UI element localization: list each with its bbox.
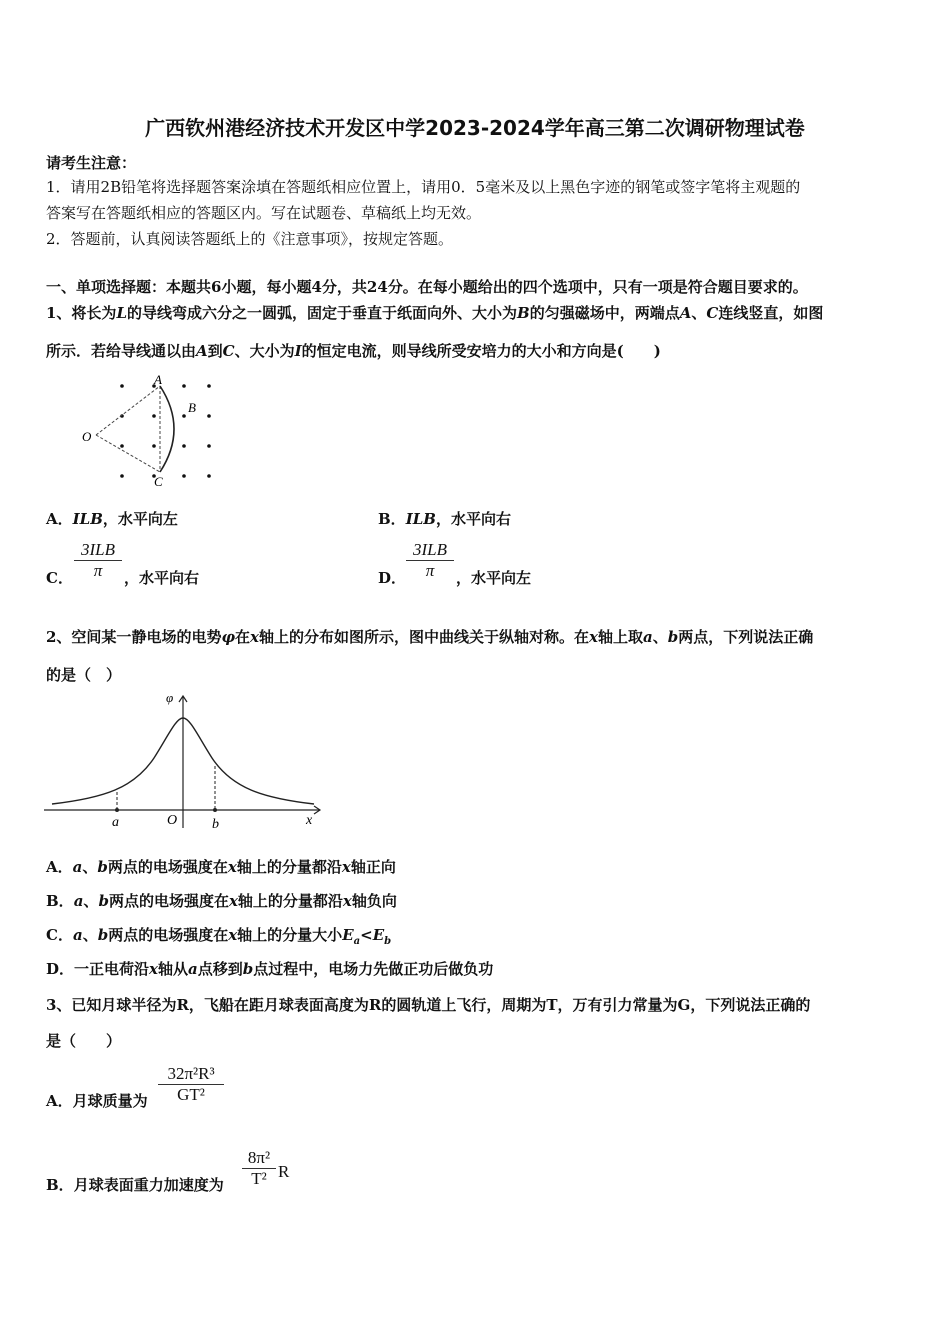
wire-arc xyxy=(160,386,174,472)
notice-line-2: 2．答题前，认真阅读答题纸上的《注意事项》，按规定答题。 xyxy=(46,230,454,248)
q3-option-a: A．月球质量为 xyxy=(46,1092,148,1110)
point-a xyxy=(115,808,119,812)
q2-option-b: B．a、b两点的电场强度在x轴上的分量都沿x轴负向 xyxy=(46,892,397,910)
notice-line-1b: 答案写在答题纸相应的答题区内。写在试题卷、草稿纸上均无效。 xyxy=(46,204,482,222)
question-3-line-2: 是（ ） xyxy=(46,1032,122,1050)
field-dot xyxy=(182,444,186,448)
field-dot xyxy=(120,384,124,388)
field-dot xyxy=(182,474,186,478)
radius-OC xyxy=(96,435,160,472)
q3-option-a-fraction: $\frac{\text{32π²R³}}{\text{GT²}}$ xyxy=(158,1064,224,1105)
label-x: x xyxy=(306,813,313,828)
point-b xyxy=(213,808,217,812)
q1-option-c-text: ，水平向右 xyxy=(124,569,200,587)
q1-option-a: A．ILB，水平向左 xyxy=(46,510,178,528)
notice-heading: 请考生注意： xyxy=(46,154,137,172)
radius-OA xyxy=(96,386,160,435)
label-C: C xyxy=(154,474,163,489)
label-O: O xyxy=(82,429,92,444)
label-O: O xyxy=(167,813,178,828)
question-1-figure xyxy=(76,372,226,492)
question-3-line-1: 3、已知月球半径为R，飞船在距月球表面高度为R的圆轨道上飞行，周期为T，万有引力常量为G，下列说法正确的 xyxy=(46,996,811,1014)
field-dot xyxy=(120,474,124,478)
field-dot xyxy=(207,474,211,478)
question-1-line-1: 1、将长为L的导线弯成六分之一圆弧，固定于垂直于纸面向外、大小为B的匀强磁场中，两端点A、C连线竖直，如图 xyxy=(46,304,824,322)
q3-option-b-fraction: $\frac{\text{8π²}}{\text{T²}}$ xyxy=(242,1148,276,1189)
q1-option-b: B．ILB，水平向右 xyxy=(378,510,511,528)
section-1-heading: 一、单项选择题：本题共6小题，每小题4分，共24分。在每小题给出的四个选项中，只有一项是符合题目要求的。 xyxy=(46,278,808,296)
q3-option-b-tail: R xyxy=(278,1162,290,1181)
q2-option-c: C．a、b两点的电场强度在x轴上的分量大小$E_a<E_b$ xyxy=(46,926,392,947)
q3-option-b: B．月球表面重力加速度为 xyxy=(46,1176,224,1194)
q1-option-c-label: C． xyxy=(46,569,73,587)
question-1-line-2: 所示．若给导线通以由A到C、大小为I的恒定电流，则导线所受安培力的大小和方向是( ) xyxy=(46,342,661,360)
label-A: A xyxy=(154,372,162,387)
question-2-line-1: 2、空间某一静电场的电势φ在x轴上的分布如图所示，图中曲线关于纵轴对称。在x轴上取a、b两点，下列说法正确 xyxy=(46,628,814,646)
label-a: a xyxy=(112,815,119,830)
question-2-figure xyxy=(44,688,326,832)
field-dot xyxy=(182,384,186,388)
q1-option-d-fraction: 3ILB π xyxy=(406,540,454,581)
field-dot xyxy=(207,414,211,418)
label-b: b xyxy=(212,817,219,832)
notice-line-1a: 1．请用2B铅笔将选择题答案涂填在答题纸相应位置上，请用0．5毫米及以上黑色字迹的钢笔或签字笔将主观题的 xyxy=(46,178,801,196)
q1-option-d-text: ，水平向左 xyxy=(456,569,532,587)
q1-option-c-fraction: 3ILB π xyxy=(74,540,122,581)
label-B: B xyxy=(188,400,196,415)
field-dot xyxy=(207,444,211,448)
label-phi: φ xyxy=(166,690,174,705)
field-dot xyxy=(120,444,124,448)
question-2-line-2: 的是（ ） xyxy=(46,666,122,684)
field-dot xyxy=(207,384,211,388)
field-dot xyxy=(182,414,186,418)
page-title: 广西钦州港经济技术开发区中学2023-2024学年高三第二次调研物理试卷 xyxy=(145,116,805,140)
q2-option-a: A．a、b两点的电场强度在x轴上的分量都沿x轴正向 xyxy=(46,858,396,876)
q2-option-d: D．一正电荷沿x轴从a点移到b点过程中，电场力先做正功后做负功 xyxy=(46,960,494,978)
field-dot xyxy=(152,414,156,418)
field-dot xyxy=(152,444,156,448)
q1-option-d-label: D． xyxy=(378,569,407,587)
